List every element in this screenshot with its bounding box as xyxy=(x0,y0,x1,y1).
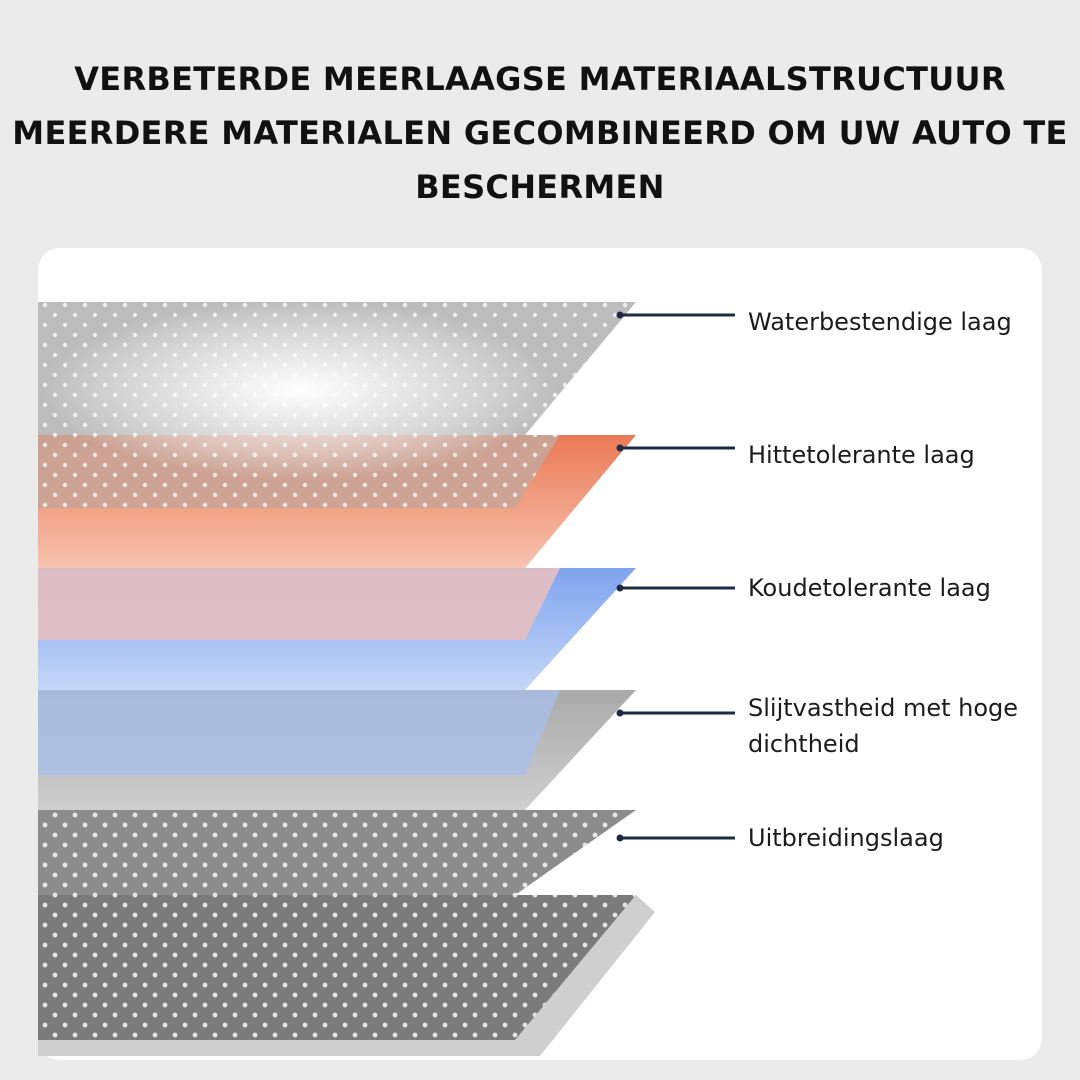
layer-3 xyxy=(38,690,636,810)
layer-5 xyxy=(38,895,655,1056)
label-uitbreidingslaag: Uitbreidingslaag xyxy=(748,824,944,852)
label-hittetolerante-laag: Hittetolerante laag xyxy=(748,441,975,469)
label-koudetolerante-laag: Koudetolerante laag xyxy=(748,574,991,602)
headline-line-2: MEERDERE MATERIALEN GECOMBINEERD OM UW AUTO TE xyxy=(12,114,1068,152)
headline-line-1: VERBETERDE MEERLAAGSE MATERIAALSTRUCTUUR xyxy=(74,60,1006,98)
label-waterbestendige-laag: Waterbestendige laag xyxy=(748,308,1012,336)
headline-line-3: BESCHERMEN xyxy=(415,168,665,206)
label-slijtvastheid: Slijtvastheid met hoge dichtheid xyxy=(748,694,1019,758)
layer-2 xyxy=(38,568,636,690)
leader-lines xyxy=(617,312,736,842)
layer-4 xyxy=(38,810,636,895)
